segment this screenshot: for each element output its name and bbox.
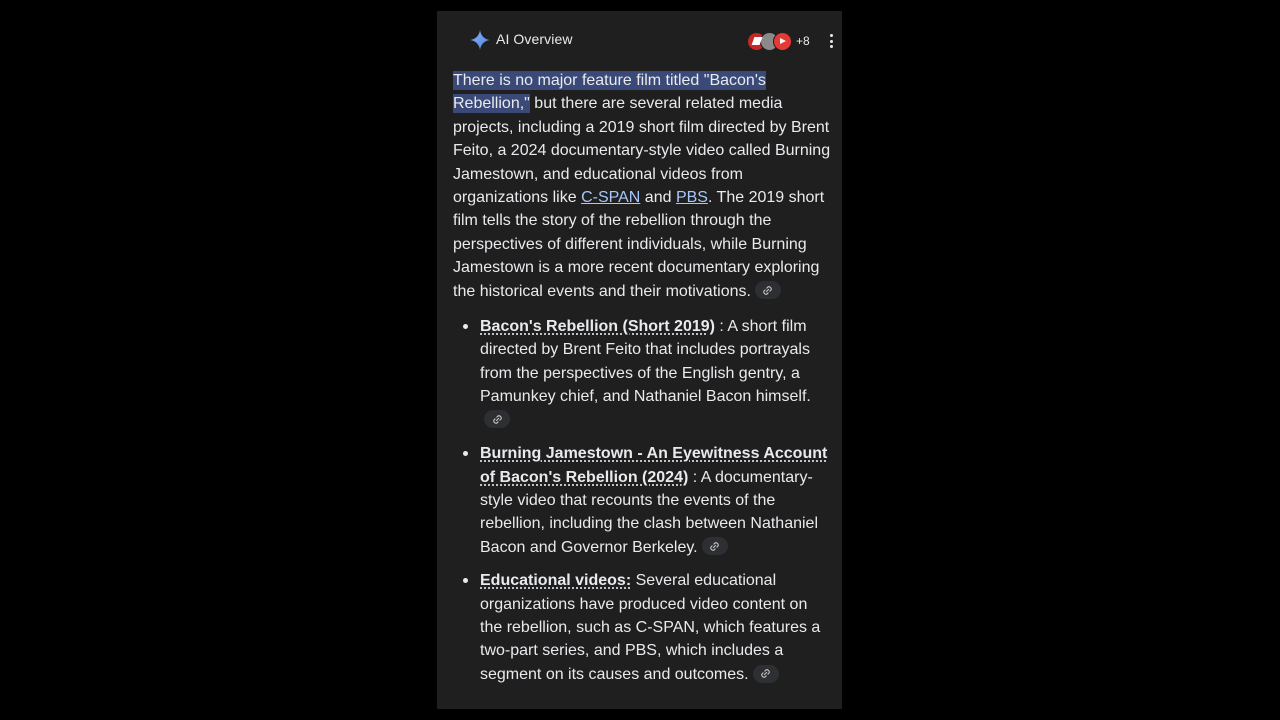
intro-text: and <box>640 189 676 207</box>
citation-link-icon[interactable] <box>753 665 779 683</box>
ai-overview-panel <box>437 11 842 709</box>
list-item <box>453 569 828 686</box>
item-description: : A short film directed by Brent Feito that includes portrayals from the perspectives of the English gentry, a Pamunkey chief, and Nathaniel Bacon himself. <box>480 318 811 406</box>
item-term[interactable]: Bacon's Rebellion (Short 2019) <box>480 318 715 336</box>
citation-link-icon[interactable] <box>755 281 781 299</box>
source-favicons[interactable] <box>747 30 810 52</box>
citation-link-icon[interactable] <box>484 410 510 428</box>
pbs-link[interactable]: PBS <box>675 189 708 207</box>
cspan-link[interactable]: C-SPAN <box>581 189 641 207</box>
item-term[interactable]: Burning Jamestown - An Eyewitness Account of Bacon's Rebellion (2024) <box>480 445 828 486</box>
highlighted-answer: There is no major feature film titled "Bacon's Rebellion," <box>453 72 766 113</box>
sparkle-icon <box>470 30 490 50</box>
list-item <box>453 442 828 559</box>
source-favicon[interactable] <box>773 32 792 51</box>
media-list <box>453 315 826 686</box>
item-term[interactable]: Educational videos: <box>480 572 632 590</box>
item-description: : A documentary-style video that recounts the events of the rebellion, including the clash between Nathaniel Bacon and Governor Berkeley. <box>480 468 818 556</box>
ai-overview-title: AI Overview <box>496 31 573 47</box>
overview-intro <box>453 69 833 303</box>
intro-text: . The 2019 short film tells the story of the rebellion through the perspectives of different individuals, while Burning Jamestown is a more recent documentary exploring the historical events and their motivations. <box>453 189 825 300</box>
more-vert-icon[interactable] <box>827 33 835 49</box>
intro-text: but there are several related media projects, including a 2019 short film directed by Brent Feito, a 2024 documentary-style video called Burning Jamestown, and educational videos from organizations like <box>453 95 831 207</box>
ai-overview-header <box>453 11 826 69</box>
citation-link-icon[interactable] <box>702 537 728 555</box>
list-item <box>453 315 828 432</box>
item-description: Several educational organizations have produced video content on the rebellion, such as C-SPAN, which features a two-part series, and PBS, which includes a segment on its causes and outcomes. <box>480 572 821 683</box>
more-sources-count[interactable]: +8 <box>796 34 810 48</box>
